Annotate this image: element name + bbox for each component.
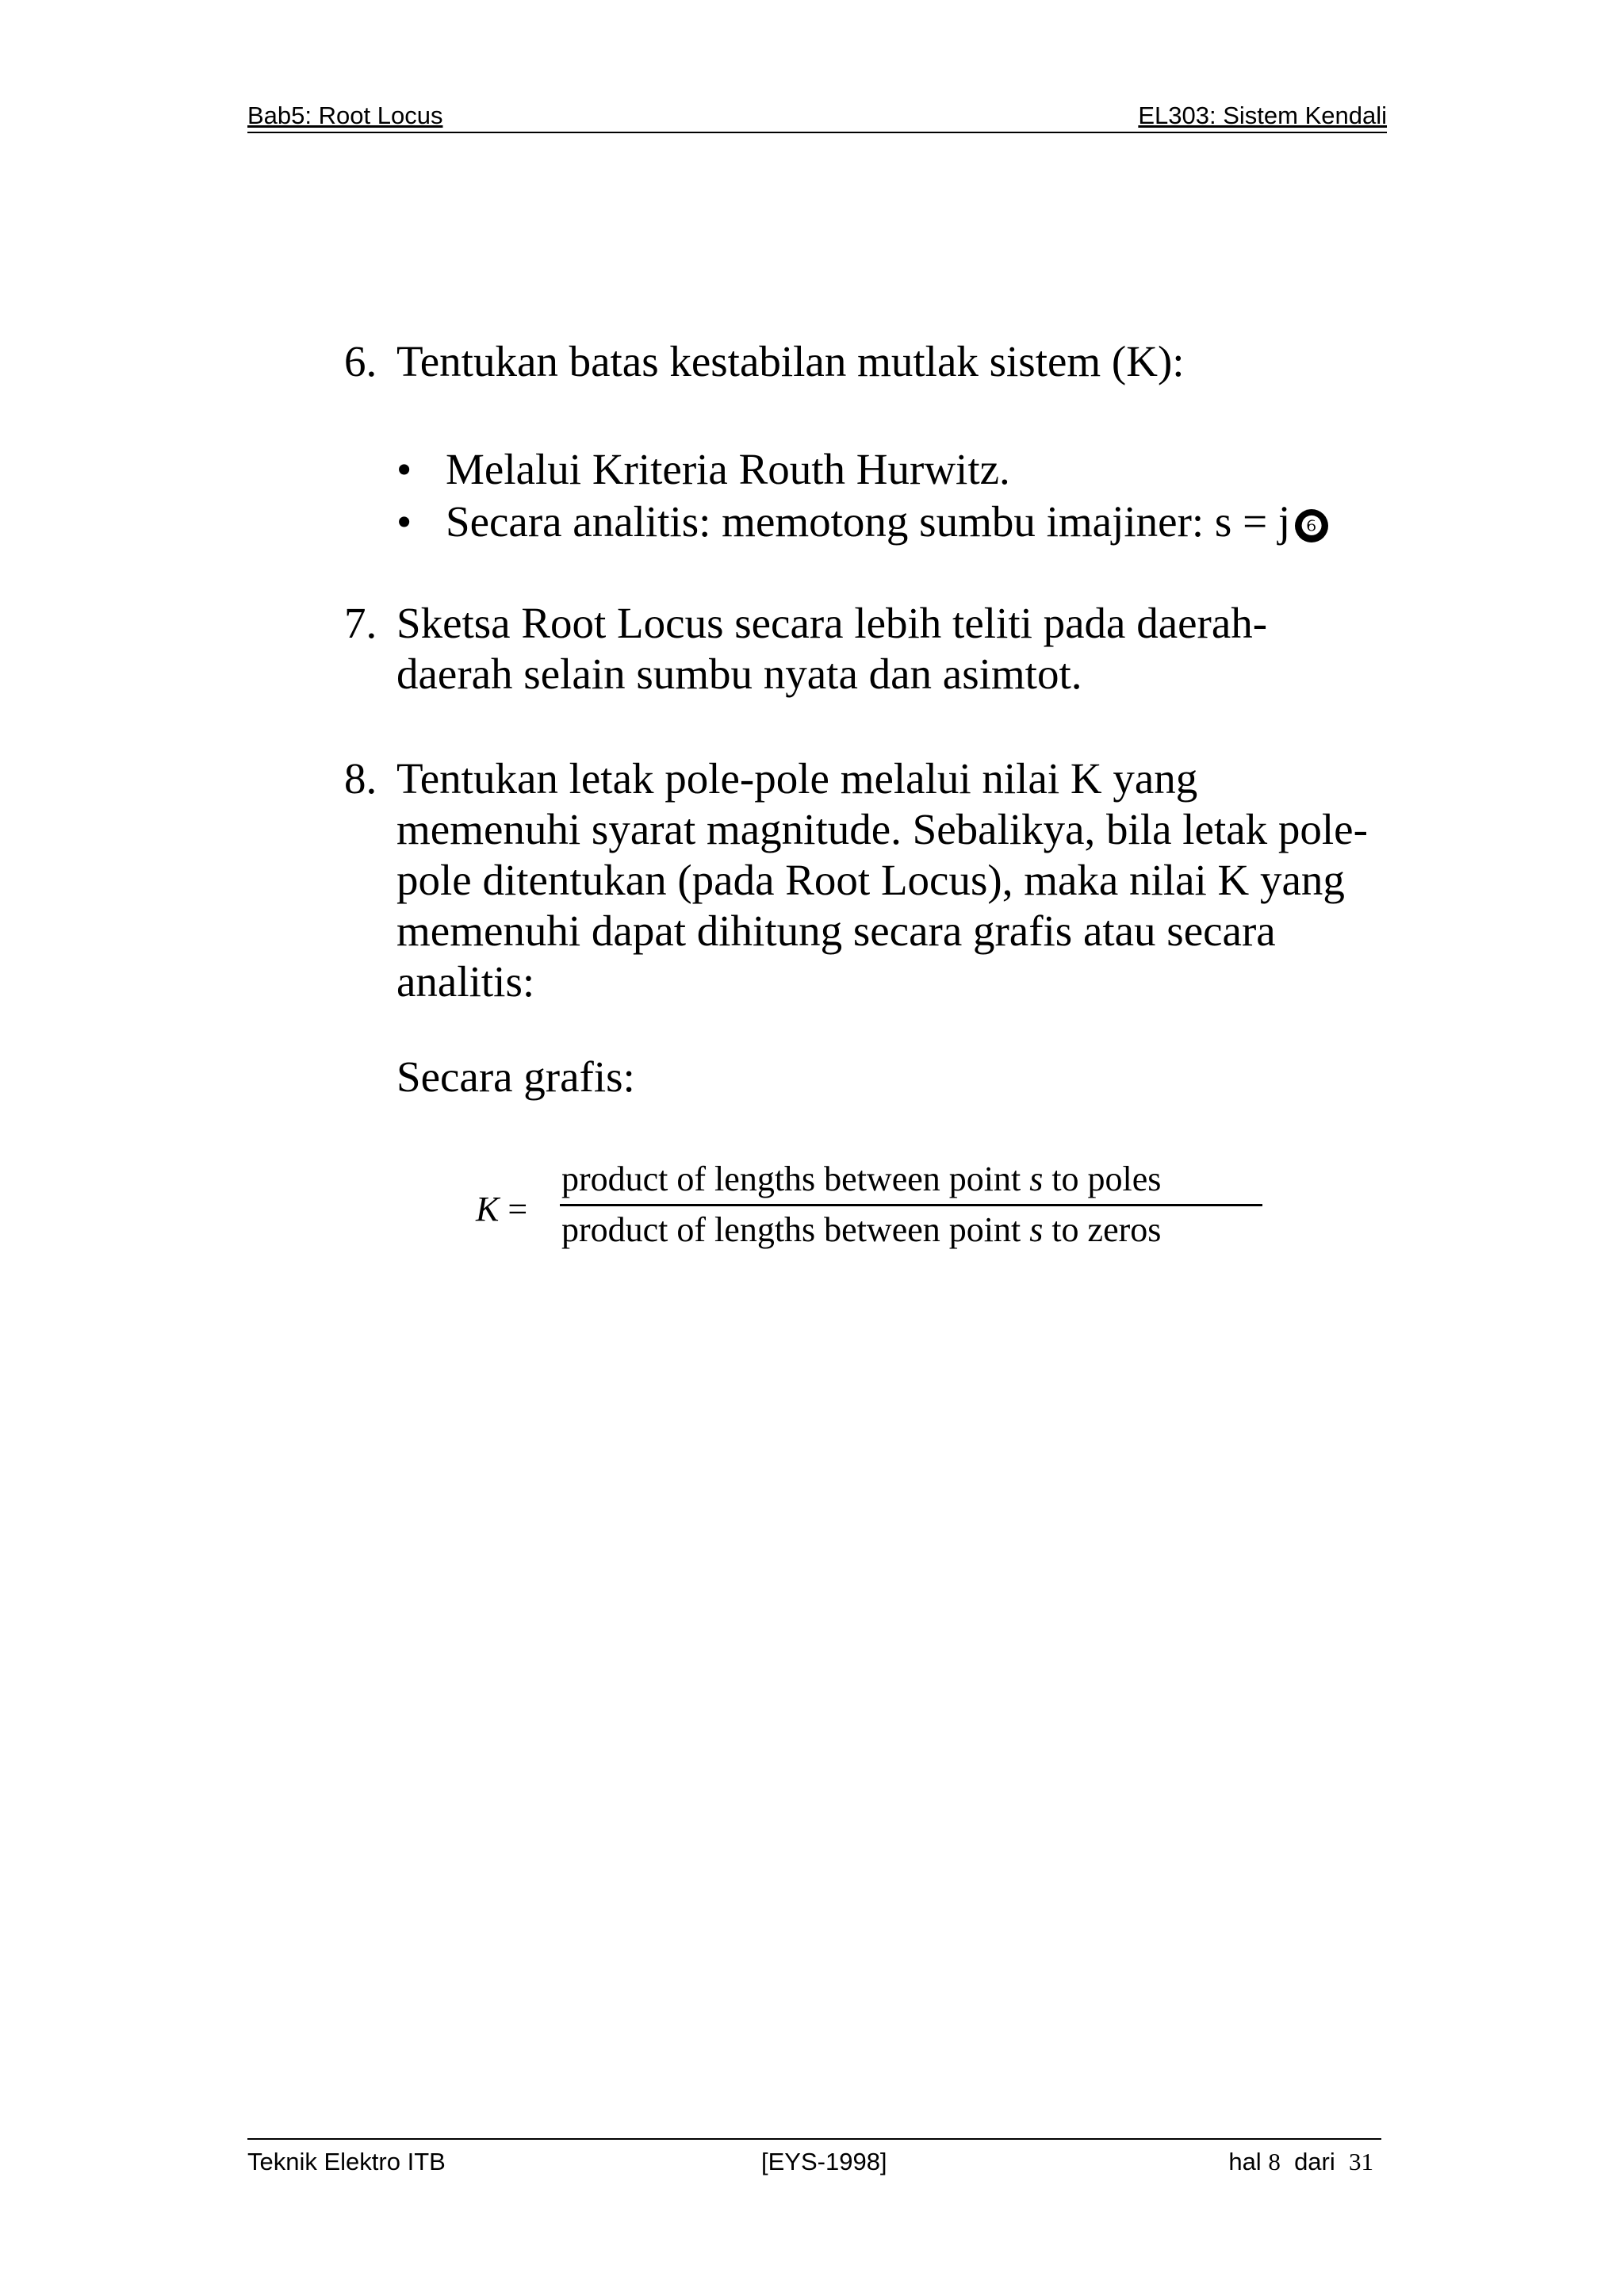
step-line: memenuhi dapat dihitung secara grafis atau secara (396, 907, 1276, 955)
numerator-text: product of lengths between point (561, 1159, 1030, 1198)
step-text (396, 336, 1427, 387)
header-chapter-title: Bab5: Root Locus (247, 102, 443, 129)
step-number: 7. (344, 599, 377, 647)
formula-lhs (476, 1189, 527, 1229)
circled-six-symbol: ❻ (1295, 509, 1328, 542)
denominator-text: product of lengths between point (561, 1210, 1030, 1249)
bullet-text: Melalui Kriteria Routh Hurwitz. (446, 445, 1010, 493)
step-text (396, 753, 1427, 1007)
bullet-dot: • (396, 445, 412, 493)
step-number: 8. (344, 754, 377, 803)
step-line: memenuhi syarat magnitude. Sebalikya, bila letak pole- (396, 805, 1368, 853)
step-number: 6. (344, 337, 377, 385)
numerator-text-end: to poles (1043, 1159, 1162, 1198)
page-number (1228, 2148, 1373, 2176)
page-label-hal: hal (1228, 2148, 1262, 2175)
formula-equals: = (508, 1190, 528, 1228)
current-page: 8 (1268, 2148, 1281, 2175)
step-line: Sketsa Root Locus secara lebih teliti pada daerah- (396, 599, 1268, 647)
total-pages: 31 (1349, 2148, 1373, 2175)
fraction-bar (560, 1204, 1262, 1206)
step-text (396, 598, 1427, 700)
page-header (247, 97, 1387, 133)
step-line: daerah selain sumbu nyata dan asimtot. (396, 650, 1082, 698)
numerator-variable: s (1029, 1159, 1044, 1198)
bullet-text-main: Secara analitis: memotong sumbu imajiner: s = j (446, 497, 1291, 546)
formula-numerator (561, 1159, 1161, 1199)
step-line: Tentukan batas kestabilan mutlak sistem (K): (396, 337, 1185, 385)
footer-institution: Teknik Elektro ITB (247, 2148, 446, 2175)
footer-reference: [EYS-1998] (761, 2148, 887, 2175)
step-line: Tentukan letak pole-pole melalui nilai K yang (396, 754, 1198, 803)
subheading: Secara grafis: (396, 1052, 635, 1101)
denominator-variable: s (1029, 1210, 1044, 1249)
formula-denominator (561, 1209, 1161, 1250)
denominator-text-end: to zeros (1043, 1210, 1162, 1249)
bullet-dot: • (396, 497, 412, 546)
page-label-dari: dari (1294, 2148, 1335, 2175)
bullet-text (446, 496, 1328, 547)
gain-formula (476, 1154, 1285, 1265)
step-line: analitis: (396, 957, 535, 1006)
page-footer (247, 2138, 1381, 2175)
step-line: pole ditentukan (pada Root Locus), maka nilai K yang (396, 856, 1345, 904)
formula-variable-k: K (476, 1190, 500, 1228)
header-course-title: EL303: Sistem Kendali (1138, 102, 1387, 129)
